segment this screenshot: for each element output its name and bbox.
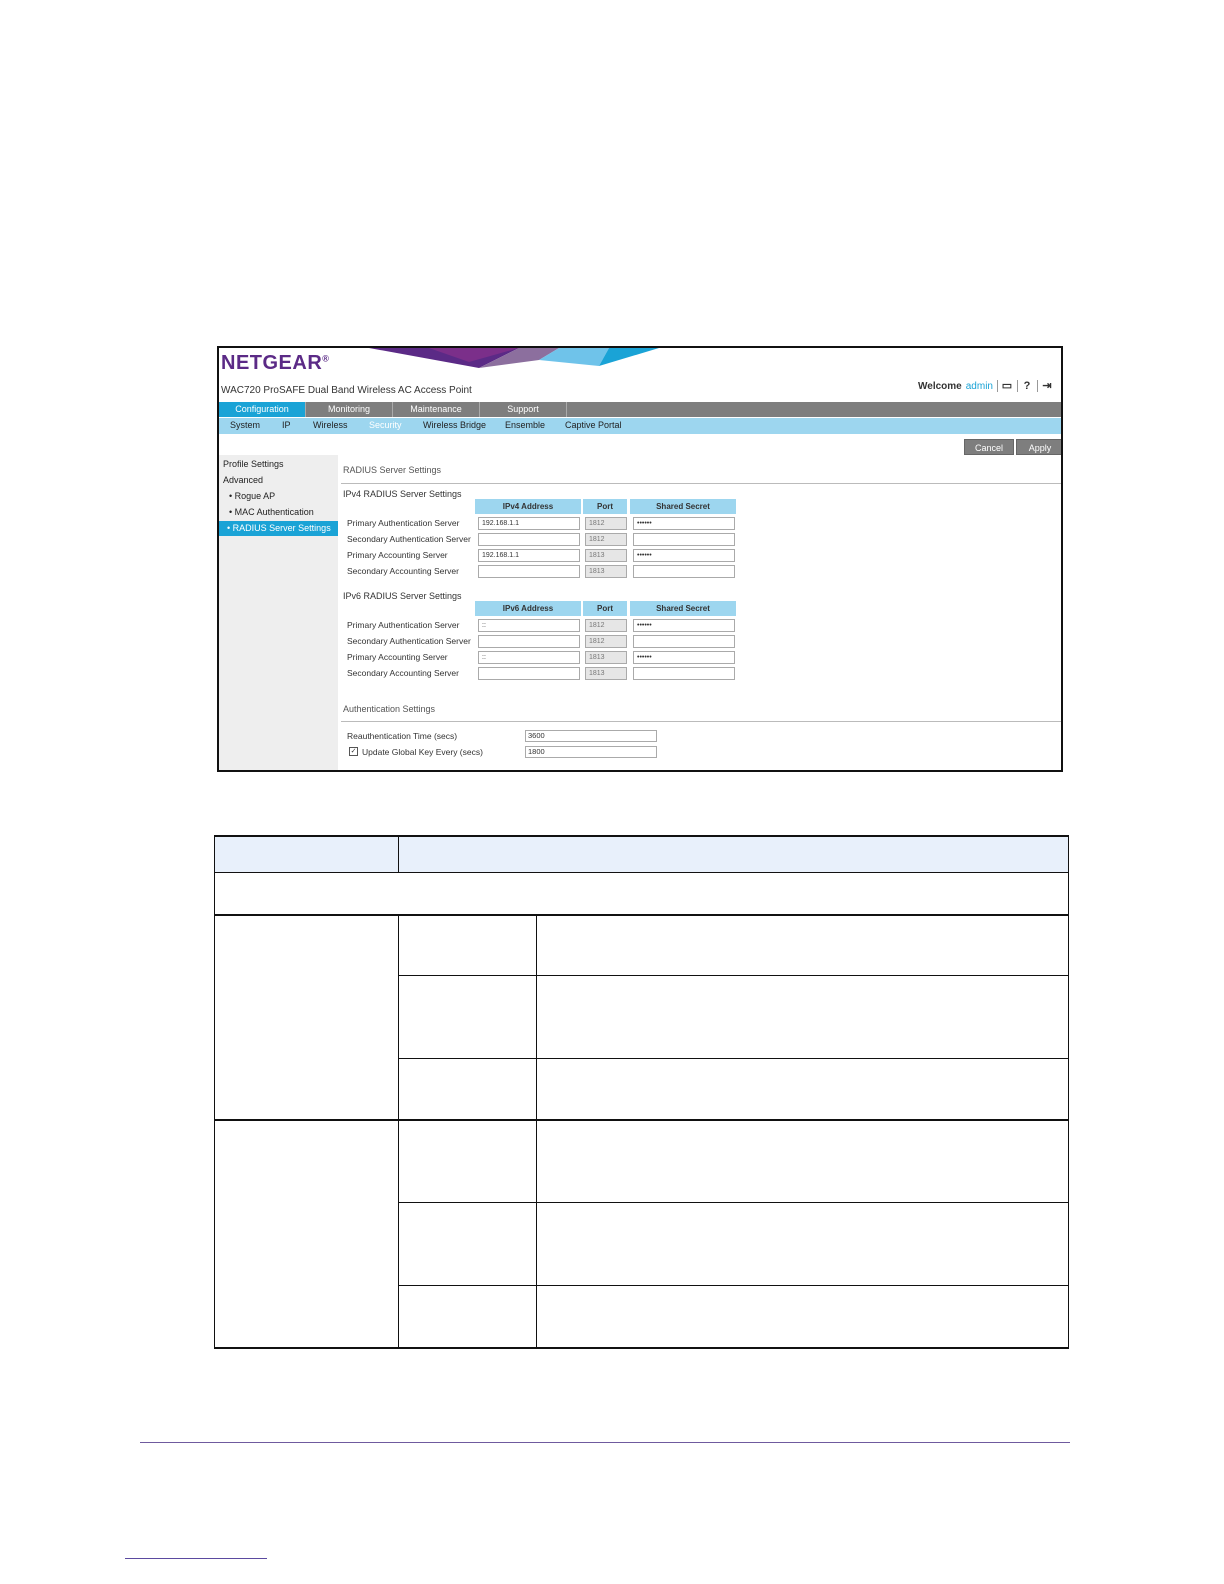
shared-secret-input[interactable] (633, 667, 735, 680)
table-row (343, 666, 736, 682)
sidebar-item-advanced[interactable]: Advanced (223, 475, 264, 485)
sidebar (219, 455, 338, 772)
port-input: 1813 (585, 565, 627, 578)
ipv4-address-input[interactable] (478, 565, 580, 578)
row-label: Primary Accounting Server (347, 550, 448, 560)
subtab-ensemble[interactable]: Ensemble (505, 420, 546, 430)
tab-configuration[interactable]: Configuration (219, 402, 306, 417)
reauth-time-label: Reauthentication Time (secs) (347, 731, 458, 741)
ipv6-address-input[interactable]: :: (478, 619, 580, 632)
footer-link-underline (125, 1558, 267, 1559)
ipv6-address-header: IPv6 Address (475, 601, 581, 616)
divider (341, 483, 1063, 484)
table-row (343, 532, 736, 548)
sidebar-item-label: Rogue AP (234, 491, 276, 501)
table-row (343, 548, 736, 564)
help-icon[interactable]: ? (1017, 380, 1033, 392)
table-border (1068, 835, 1069, 1349)
update-key-label: Update Global Key Every (secs) (362, 747, 483, 757)
reauth-time-input[interactable]: 3600 (525, 730, 657, 742)
ipv6-table (343, 601, 736, 683)
port-header: Port (583, 499, 627, 514)
row-label: Secondary Accounting Server (347, 668, 459, 678)
subtab-captive-portal[interactable]: Captive Portal (565, 420, 622, 430)
shared-secret-input[interactable]: •••••• (633, 517, 735, 530)
table-border (398, 915, 399, 1349)
apply-button[interactable]: Apply (1016, 439, 1063, 455)
ipv4-address-input[interactable]: 192.168.1.1 (478, 549, 580, 562)
table-border (214, 835, 215, 1349)
welcome-label: Welcome (918, 380, 962, 392)
sidebar-item-label: MAC Authentication (234, 507, 314, 517)
section-title: RADIUS Server Settings (343, 465, 442, 475)
table-row (343, 618, 736, 634)
tab-monitoring[interactable]: Monitoring (306, 402, 393, 417)
subtab-wireless-bridge[interactable]: Wireless Bridge (423, 420, 487, 430)
ipv6-address-input[interactable] (478, 667, 580, 680)
ipv6-section-title: IPv6 RADIUS Server Settings (343, 591, 462, 601)
table-border (398, 1202, 1069, 1203)
tab-maintenance[interactable]: Maintenance (393, 402, 480, 417)
subtab-security[interactable]: Security (369, 420, 402, 430)
sidebar-item-radius-server-settings[interactable]: • RADIUS Server Settings (219, 521, 338, 536)
table-border (214, 835, 1069, 837)
document-icon[interactable]: ▭ (997, 380, 1013, 392)
port-input: 1813 (585, 667, 627, 680)
table-row (343, 650, 736, 666)
shared-secret-header: Shared Secret (630, 601, 736, 616)
ipv4-address-input[interactable] (478, 533, 580, 546)
row-label: Secondary Accounting Server (347, 566, 459, 576)
sub-navigation (219, 418, 1061, 434)
ipv4-address-header: IPv4 Address (475, 499, 581, 514)
port-input: 1813 (585, 549, 627, 562)
port-input: 1813 (585, 651, 627, 664)
table-border (398, 1285, 1069, 1286)
logout-icon[interactable]: ⇥ (1037, 380, 1053, 392)
ipv4-section-title: IPv4 RADIUS Server Settings (343, 489, 462, 499)
user-link[interactable]: admin (965, 380, 993, 392)
table-border (214, 1347, 1069, 1349)
table-border (398, 835, 399, 873)
sidebar-item-rogue-ap[interactable]: • Rogue AP (229, 491, 276, 501)
table-border (398, 975, 1069, 976)
table-row (343, 634, 736, 650)
table-border (214, 1119, 1069, 1121)
port-input: 1812 (585, 533, 627, 546)
shared-secret-input[interactable]: •••••• (633, 549, 735, 562)
subtab-wireless[interactable]: Wireless (313, 420, 348, 430)
main-navigation (219, 402, 1061, 417)
ipv6-address-input[interactable] (478, 635, 580, 648)
ipv6-address-input[interactable]: :: (478, 651, 580, 664)
ipv4-table (343, 499, 736, 581)
ipv4-address-input[interactable]: 192.168.1.1 (478, 517, 580, 530)
footer-divider (140, 1442, 1070, 1443)
table-border (398, 1058, 1069, 1059)
table-header-row (214, 835, 1069, 872)
header-banner-graphic (369, 348, 659, 370)
settings-description-table (214, 835, 1069, 1349)
device-title: WAC720 ProSAFE Dual Band Wireless AC Access Point (221, 385, 472, 396)
netgear-logo: NETGEAR® (221, 352, 330, 374)
shared-secret-input[interactable]: •••••• (633, 619, 735, 632)
subtab-ip[interactable]: IP (282, 420, 291, 430)
tab-support[interactable]: Support (480, 402, 567, 417)
table-border (214, 872, 1069, 873)
update-key-input[interactable]: 1800 (525, 746, 657, 758)
table-row (343, 516, 736, 532)
port-header: Port (583, 601, 627, 616)
table-row (343, 564, 736, 580)
row-label: Secondary Authentication Server (347, 534, 471, 544)
shared-secret-input[interactable]: •••••• (633, 651, 735, 664)
auth-section-title: Authentication Settings (343, 704, 436, 714)
row-label: Secondary Authentication Server (347, 636, 471, 646)
table-border (536, 915, 537, 1349)
sidebar-item-mac-authentication[interactable]: • MAC Authentication (229, 507, 314, 517)
port-input: 1812 (585, 619, 627, 632)
shared-secret-input[interactable] (633, 565, 735, 578)
row-label: Primary Authentication Server (347, 620, 460, 630)
welcome-area (918, 380, 1053, 392)
shared-secret-header: Shared Secret (630, 499, 736, 514)
shared-secret-input[interactable] (633, 533, 735, 546)
table-border (214, 914, 1069, 916)
row-label: Primary Accounting Server (347, 652, 448, 662)
port-input: 1812 (585, 517, 627, 530)
divider (341, 721, 1063, 722)
cancel-button[interactable]: Cancel (964, 439, 1014, 455)
shared-secret-input[interactable] (633, 635, 735, 648)
subtab-system[interactable]: System (230, 420, 261, 430)
sidebar-item-label: RADIUS Server Settings (232, 523, 331, 533)
port-input: 1812 (585, 635, 627, 648)
sidebar-item-profile-settings[interactable]: Profile Settings (223, 459, 284, 469)
ui-screenshot (217, 346, 1063, 772)
update-key-checkbox[interactable]: ✓ (350, 748, 357, 755)
row-label: Primary Authentication Server (347, 518, 460, 528)
